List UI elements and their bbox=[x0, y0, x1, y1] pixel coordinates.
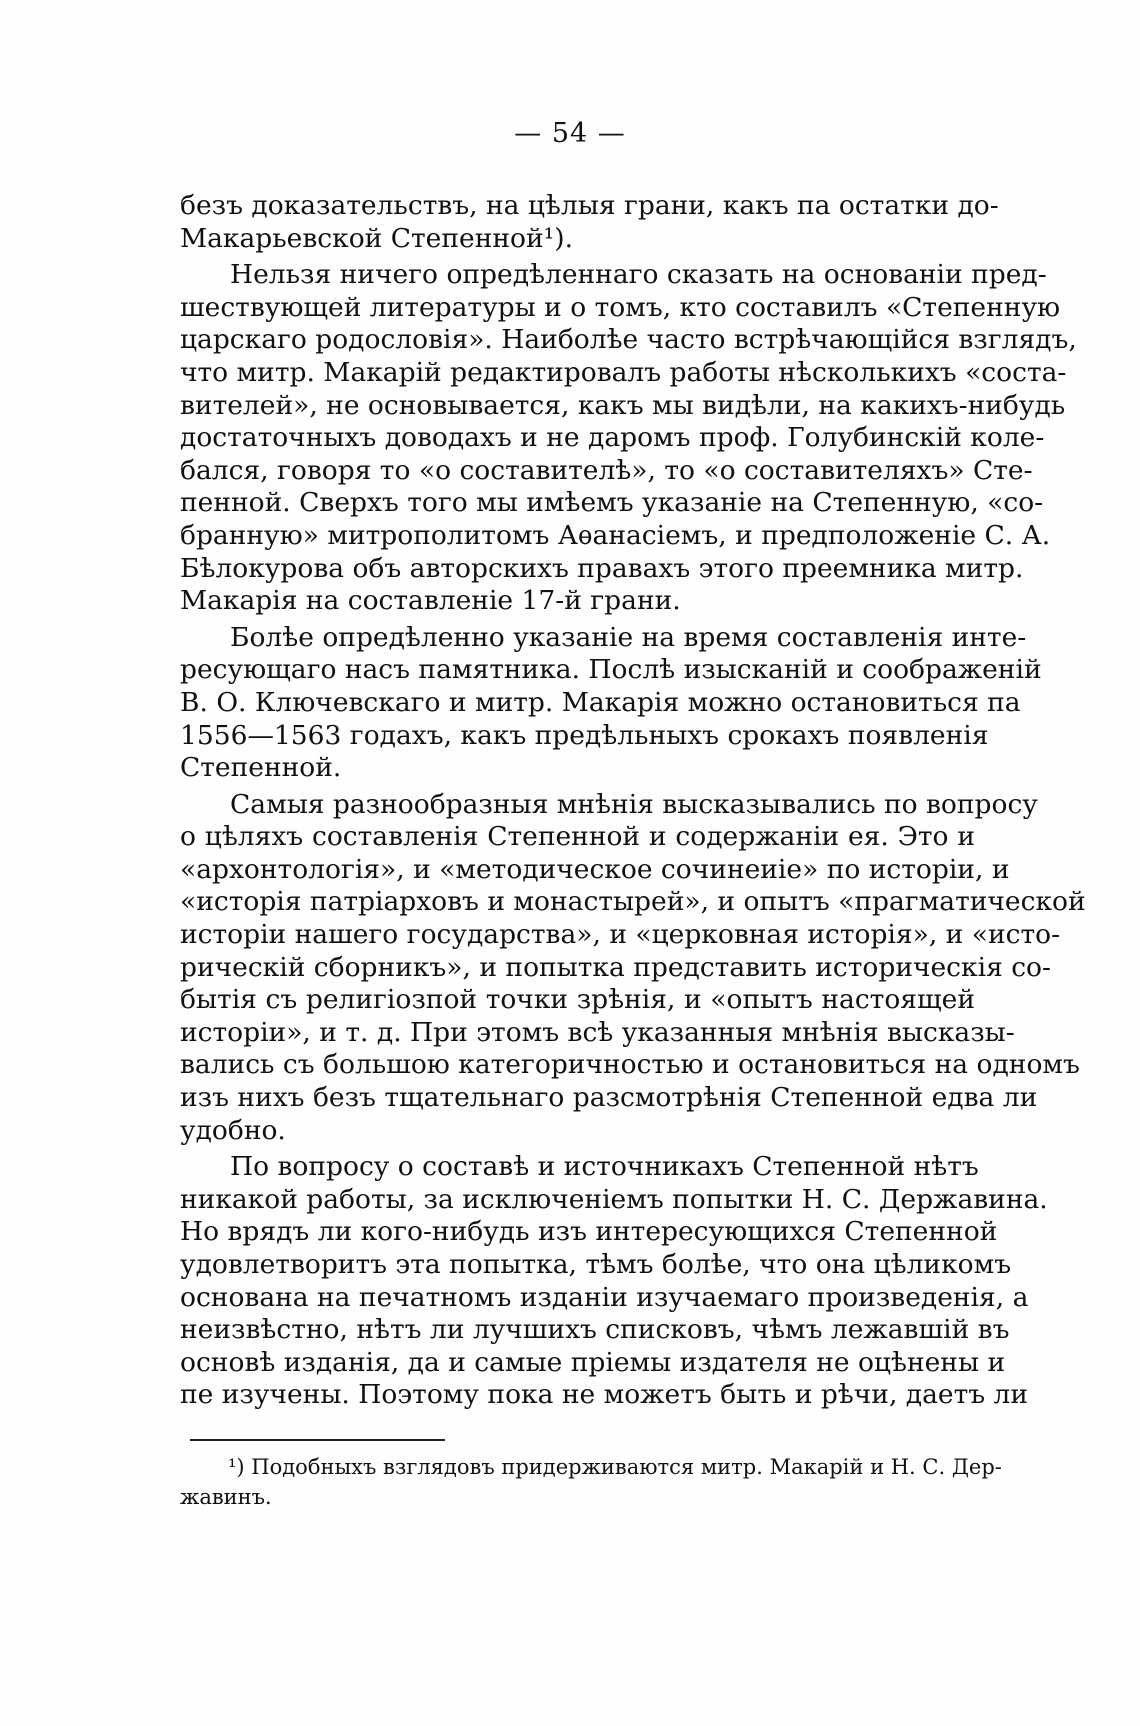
text-line: пенной. Сверхъ того мы имѣемъ указаніе на Степенную, «со- bbox=[180, 487, 1044, 519]
text-line: пе изучены. Поэтому пока не можетъ быть и рѣчи, даетъ ли bbox=[180, 1379, 1029, 1411]
page-number: — 54 — bbox=[514, 118, 626, 149]
text-line: В. О. Ключевскаго и митр. Макарія можно остановиться па bbox=[180, 686, 1021, 718]
text-line: ресующаго насъ памятника. Послѣ изысканій и соображеній bbox=[180, 654, 1042, 686]
paragraph bbox=[180, 259, 1077, 618]
footnote-line: жавинъ. bbox=[180, 1485, 272, 1509]
text-line: шествующей литературы и о томъ, кто составилъ «Степенную bbox=[180, 291, 1061, 323]
text-line: удовлетворитъ эта попытка, тѣмъ болѣе, что она цѣликомъ bbox=[180, 1249, 1012, 1280]
text-line: Бѣлокурова объ авторскихъ правахъ этого преемника митр. bbox=[180, 552, 1024, 584]
text-line: основана на печатномъ изданіи изучаемаго произведенія, а bbox=[180, 1281, 1029, 1313]
text-line: неизвѣстно, нѣтъ ли лучшихъ списковъ, чѣмъ лежавшій въ bbox=[180, 1314, 1010, 1346]
main-text bbox=[180, 190, 1086, 1416]
text-line: Самыя разнообразныя мнѣнія высказывались по вопросу bbox=[230, 788, 1038, 820]
text-line: вителей», не основывается, какъ мы видѣли, на какихъ-нибудь bbox=[180, 389, 1066, 421]
paragraph bbox=[180, 788, 1086, 1148]
text-line: исторіи нашего государства», и «церковная исторія», и «исто- bbox=[180, 919, 1061, 951]
text-line: безъ доказательствъ, на цѣлыя грани, какъ па остатки до- bbox=[180, 190, 999, 221]
footnote-line: ¹) Подобныхъ взглядовъ придерживаются митр. Макарій и Н. С. Дер- bbox=[228, 1455, 1002, 1479]
text-line: исторіи», и т. д. При этомъ всѣ указанныя мнѣнія высказы- bbox=[180, 1016, 1015, 1048]
text-line: царскаго родословія». Наиболѣе часто встрѣчающійся взглядъ, bbox=[180, 324, 1077, 356]
paragraph bbox=[180, 621, 1042, 785]
text-line: Болѣе опредѣленно указаніе на время составленія инте- bbox=[230, 621, 1027, 653]
text-line: основѣ изданія, да и самые пріемы издателя не оцѣнены и bbox=[180, 1346, 1006, 1378]
text-line: что митр. Макарій редактировалъ работы нѣсколькихъ «соста- bbox=[180, 356, 1067, 388]
text-line: удобно. bbox=[180, 1114, 286, 1146]
text-line: бранную» митрополитомъ Аѳанасіемъ, и предположеніе С. А. bbox=[180, 519, 1051, 551]
text-line: «архонтологія», и «методическое сочинеиіе» по исторіи, и bbox=[180, 853, 1010, 885]
text-line: бался, говоря то «о составителѣ», то «о составителяхъ» Сте- bbox=[180, 454, 1033, 486]
text-line: Макарія на составленіе 17-й грани. bbox=[180, 585, 681, 617]
text-line: Нельзя ничего опредѣленнаго сказать на основаніи пред- bbox=[230, 259, 1047, 291]
footnote bbox=[180, 1452, 1002, 1512]
text-line: По вопросу о составѣ и источникахъ Степенной нѣтъ bbox=[230, 1151, 979, 1183]
text-line: Но врядъ ли кого-нибудь изъ интересующихся Степенной bbox=[180, 1216, 998, 1248]
text-line: «исторія патріарховъ и монастырей», и опытъ «прагматической bbox=[180, 886, 1086, 918]
text-line: никакой работы, за исключеніемъ попытки Н. С. Державина. bbox=[180, 1183, 1048, 1215]
footnote-divider bbox=[190, 1439, 445, 1441]
text-line: вались съ большою категоричностью и остановиться на одномъ bbox=[180, 1049, 1080, 1081]
paragraph bbox=[180, 190, 999, 255]
text-line: изъ нихъ безъ тщательнаго разсмотрѣнія Степенной едва ли bbox=[180, 1082, 1038, 1114]
paragraph bbox=[180, 1151, 1048, 1412]
text-line: о цѣляхъ составленія Степенной и содержаніи ея. Это и bbox=[180, 821, 975, 853]
text-line: Степенной. bbox=[180, 752, 342, 784]
text-line: 1556—1563 годахъ, какъ предѣльныхъ срокахъ появленія bbox=[180, 719, 989, 751]
text-line: достаточныхъ доводахъ и не даромъ проф. Голубинскій коле- bbox=[180, 422, 1045, 454]
text-line: рическій сборникъ», и попытка представить историческія со- bbox=[180, 951, 1051, 983]
text-line: Макарьевской Степенной¹). bbox=[180, 222, 574, 254]
text-line: бытія съ религіозпой точки зрѣнія, и «опытъ настоящей bbox=[180, 984, 975, 1016]
